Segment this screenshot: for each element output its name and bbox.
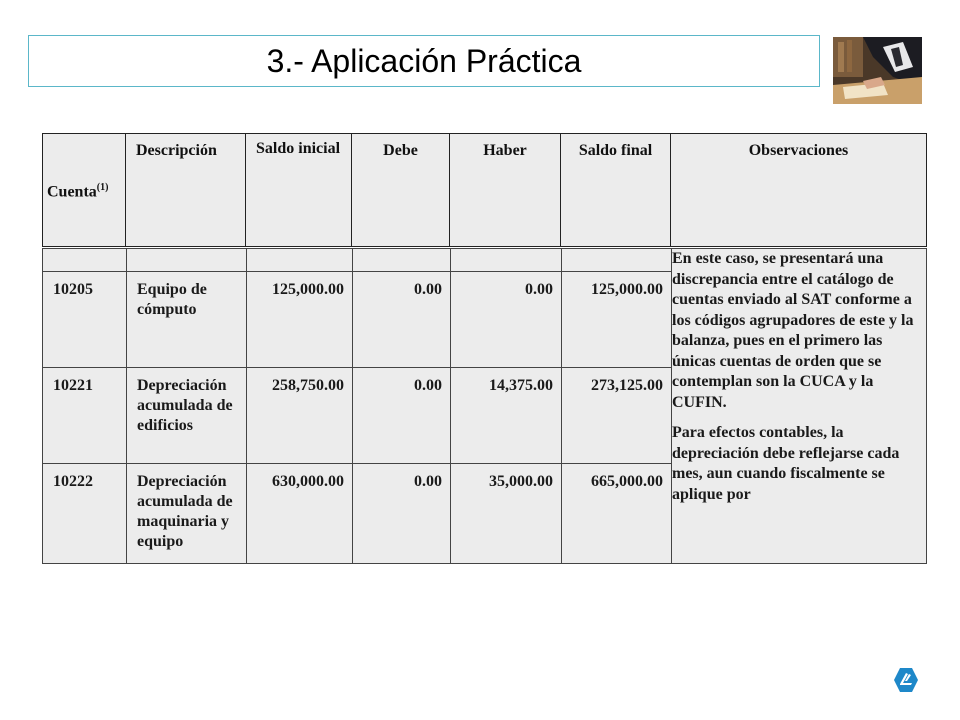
table-row [43,249,927,272]
header-debe: Debe [352,134,450,247]
cell-saldo-inicial: 125,000.00 [247,272,353,368]
cell-cuenta: 10222 [43,464,127,564]
observacion-text: En este caso, se presentará una discrepancia entre el catálogo de cuentas enviado al SAT conforme a los códigos agrupadores de este y la balanza, pues en el primero las únicas cuentas de orden que se contemplan son la CUCA y la CUFIN. [672,250,914,411]
header-haber: Haber [450,134,561,247]
cell-debe: 0.00 [353,272,451,368]
cell-haber: 14,375.00 [451,368,562,464]
header-cuenta [43,134,126,247]
header-cuenta-note: (1) [96,181,109,193]
cell-descripcion: Equipo de cómputo [127,272,247,368]
table-cell [353,249,451,272]
table-cell [43,249,127,272]
cell-saldo-final: 665,000.00 [562,464,672,564]
table-header [42,133,927,247]
cell-debe: 0.00 [353,368,451,464]
observaciones-cell [672,249,927,564]
cell-cuenta: 10221 [43,368,127,464]
header-saldo-final: Saldo final [561,134,671,247]
header-observaciones: Observaciones [671,134,927,247]
slide-title: 3.- Aplicación Práctica [266,42,582,79]
header-cuenta-label: Cuenta [47,183,97,201]
cell-saldo-final: 273,125.00 [562,368,672,464]
table-body [42,248,927,564]
cell-descripcion: Depreciación acumulada de maquinaria y equipo [127,464,247,564]
cell-descripcion: Depreciación acumulada de edificios [127,368,247,464]
table-cell [247,249,353,272]
cell-saldo-final: 125,000.00 [562,272,672,368]
cell-cuenta: 10205 [43,272,127,368]
cell-haber: 0.00 [451,272,562,368]
cell-saldo-inicial: 258,750.00 [247,368,353,464]
table-cell [562,249,672,272]
cell-debe: 0.00 [353,464,451,564]
business-photo [833,37,922,104]
observacion-text: Para efectos contables, la depreciación debe reflejarse cada mes, aun cuando fiscalmente se aplique por [672,424,900,503]
cell-haber: 35,000.00 [451,464,562,564]
header-saldo-inicial: Saldo inicial [246,134,352,247]
header-descripcion: Descripción [126,134,246,247]
table-cell [451,249,562,272]
table-cell [127,249,247,272]
brand-logo-icon [893,667,919,693]
cell-saldo-inicial: 630,000.00 [247,464,353,564]
